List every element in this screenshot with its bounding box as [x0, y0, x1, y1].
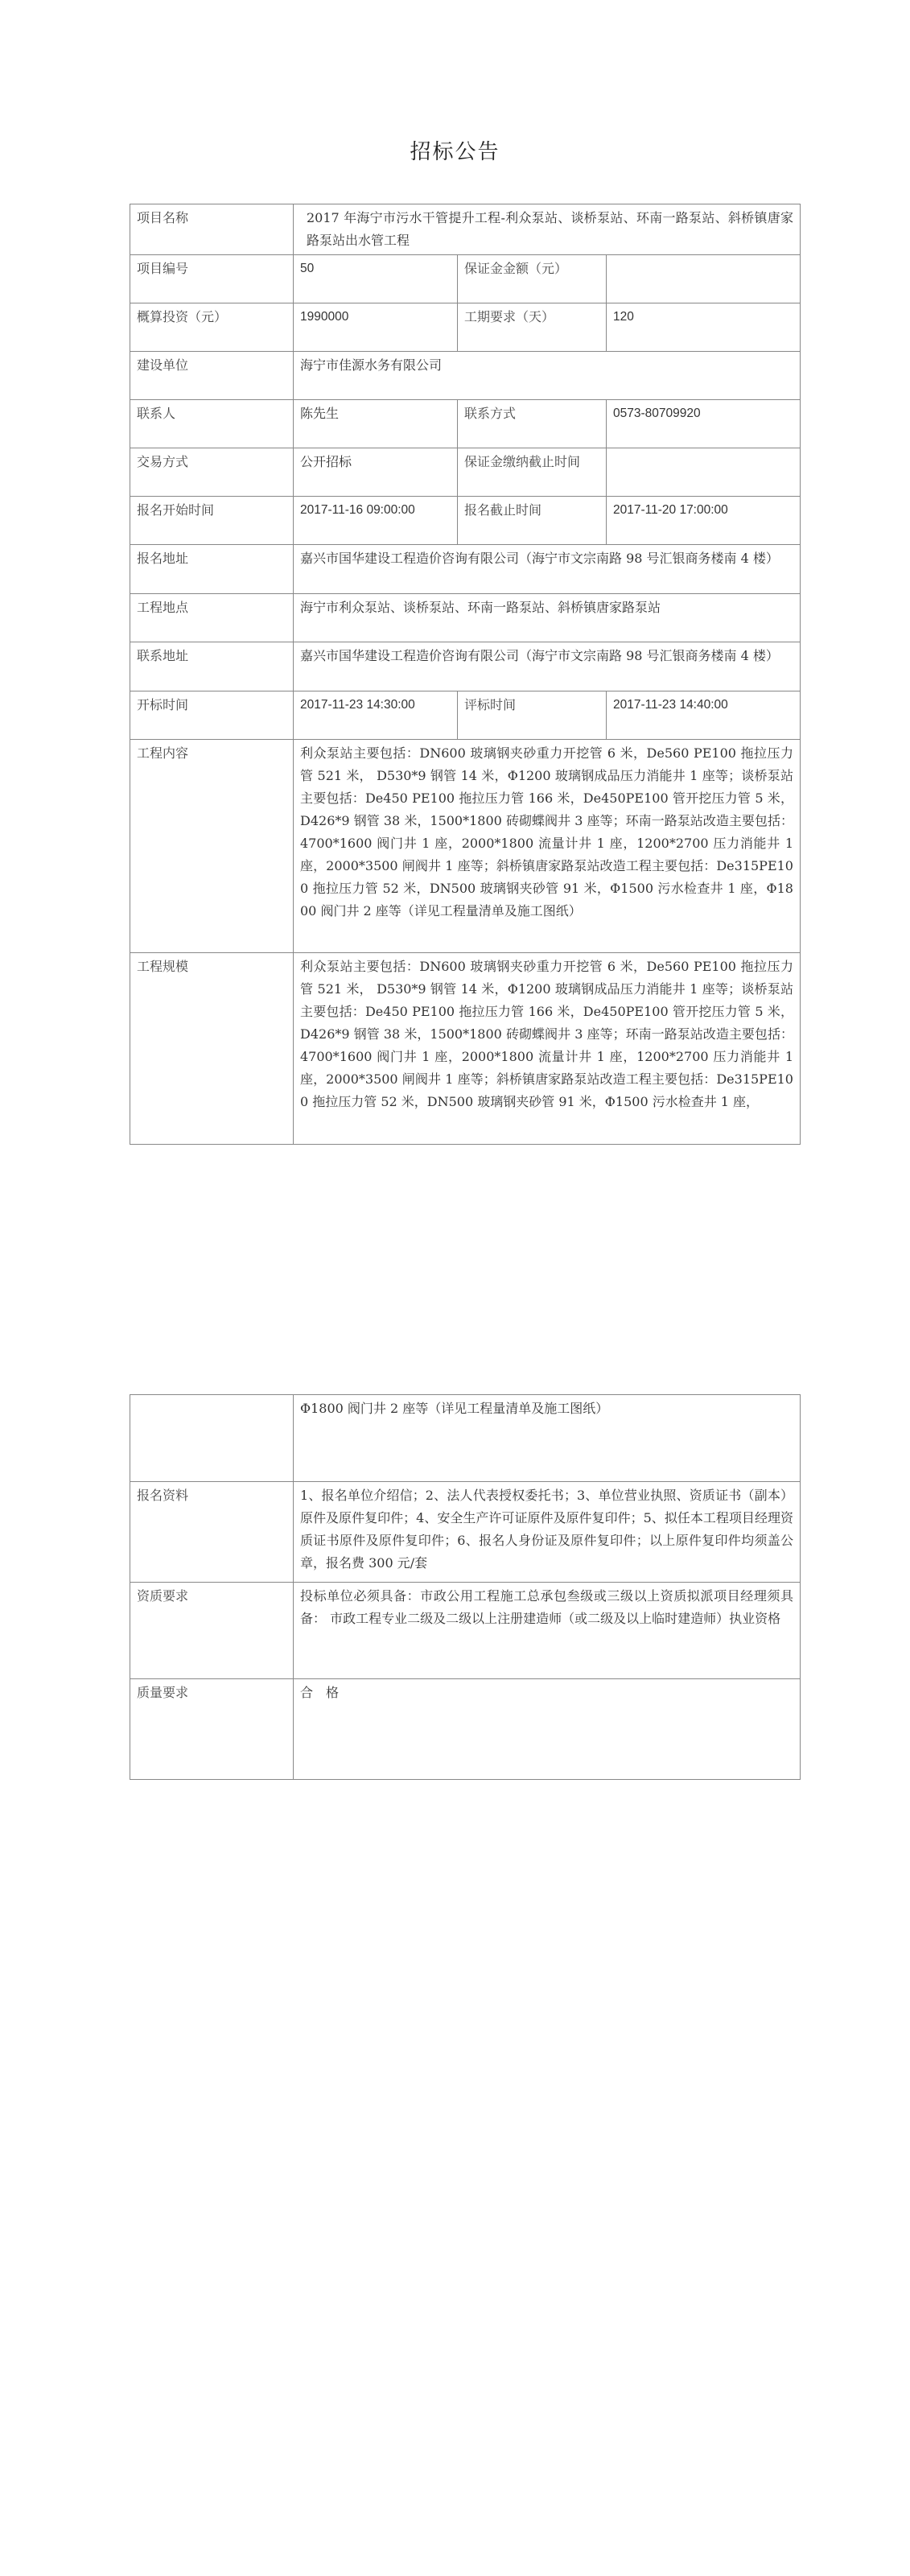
value-contact-addr: 嘉兴市国华建设工程造价咨询有限公司（海宁市文宗南路 98 号汇银商务楼南 4 楼） [294, 642, 801, 691]
label-contact-addr: 联系地址 [130, 642, 294, 691]
value-duration: 120 [607, 303, 801, 352]
value-project-name: 2017 年海宁市污水干管提升工程-利众泵站、谈桥泵站、环南一路泵站、斜桥镇唐家路泵站出水管工程 [294, 204, 801, 255]
label-project-name: 项目名称 [130, 204, 294, 255]
value-quality: 合 格 [294, 1679, 801, 1780]
label-qualification: 资质要求 [130, 1583, 294, 1679]
label-signup-addr: 报名地址 [130, 545, 294, 594]
label-signup-start: 报名开始时间 [130, 497, 294, 545]
label-scale: 工程规模 [130, 953, 294, 1145]
row-qualification [130, 1583, 801, 1679]
value-project-no: 50 [294, 255, 458, 303]
row-materials [130, 1482, 801, 1583]
row-budget [130, 303, 801, 352]
value-signup-addr: 嘉兴市国华建设工程造价咨询有限公司（海宁市文宗南路 98 号汇银商务楼南 4 楼） [294, 545, 801, 594]
label-content: 工程内容 [130, 740, 294, 953]
value-content: 利众泵站主要包括：DN600 玻璃钢夹砂重力开挖管 6 米，De560 PE100 拖拉压力管 521 米， D530*9 钢管 14 米，Φ1200 玻璃钢成品压力消能井 1 座等；谈桥泵站主要包括：De450 PE100 拖拉压力管 166 米，De450PE100 管开挖压力管 5 米，D426*9 钢管 38 米，1500*1800 砖砌蝶阀井 3 座等；环南一路泵站改造主要包括：4700*1600 阀门井 1 座，2000*1800 流量计井 1 座，1200*2700 压力消能井 1 座，2000*3500 闸阀井 1 座等；斜桥镇唐家路泵站改造工程主要包括：De315PE100 拖拉压力管 52 米，DN500 玻璃钢夹砂管 91 米，Φ1500 污水检查井 1 座，Φ1800 阀门井 2 座等（详见工程量清单及施工图纸） [294, 740, 801, 953]
label-signup-end: 报名截止时间 [458, 497, 607, 545]
row-project-name [130, 204, 801, 255]
label-trade: 交易方式 [130, 448, 294, 497]
row-site [130, 594, 801, 642]
value-scale-part1: 利众泵站主要包括：DN600 玻璃钢夹砂重力开挖管 6 米，De560 PE100 拖拉压力管 521 米， D530*9 钢管 14 米，Φ1200 玻璃钢成品压力消能井 1 座等；谈桥泵站主要包括：De450 PE100 拖拉压力管 166 米，De450PE100 管开挖压力管 5 米，D426*9 钢管 38 米，1500*1800 砖砌蝶阀井 3 座等；环南一路泵站改造主要包括：4700*1600 阀门井 1 座，2000*1800 流量计井 1 座，1200*2700 压力消能井 1 座，2000*3500 闸阀井 1 座等；斜桥镇唐家路泵站改造工程主要包括：De315PE100 拖拉压力管 52 米，DN500 玻璃钢夹砂管 91 米，Φ1500 污水检查井 1 座， [294, 953, 801, 1145]
value-owner: 海宁市佳源水务有限公司 [294, 352, 801, 400]
row-content [130, 740, 801, 953]
value-open-time: 2017-11-23 14:30:00 [294, 691, 458, 740]
value-trade: 公开招标 [294, 448, 458, 497]
row-signup-time [130, 497, 801, 545]
label-owner: 建设单位 [130, 352, 294, 400]
bid-info-table-continued [130, 1394, 801, 1780]
row-scale-continued [130, 1395, 801, 1482]
row-signup-addr [130, 545, 801, 594]
row-scale [130, 953, 801, 1145]
value-contact: 陈先生 [294, 400, 458, 448]
value-site: 海宁市利众泵站、谈桥泵站、环南一路泵站、斜桥镇唐家路泵站 [294, 594, 801, 642]
row-contact [130, 400, 801, 448]
value-eval-time: 2017-11-23 14:40:00 [607, 691, 801, 740]
row-project-no [130, 255, 801, 303]
value-deposit-deadline [607, 448, 801, 497]
value-signup-start: 2017-11-16 09:00:00 [294, 497, 458, 545]
label-budget: 概算投资（元） [130, 303, 294, 352]
label-eval-time: 评标时间 [458, 691, 607, 740]
row-contact-addr [130, 642, 801, 691]
label-deposit: 保证金金额（元） [458, 255, 607, 303]
label-duration: 工期要求（天） [458, 303, 607, 352]
label-phone: 联系方式 [458, 400, 607, 448]
value-deposit [607, 255, 801, 303]
value-scale-part2: Φ1800 阀门井 2 座等（详见工程量清单及施工图纸） [294, 1395, 801, 1482]
page-title: 招标公告 [410, 140, 500, 164]
label-quality: 质量要求 [130, 1679, 294, 1780]
label-materials: 报名资料 [130, 1482, 294, 1583]
row-quality [130, 1679, 801, 1780]
label-open-time: 开标时间 [130, 691, 294, 740]
label-site: 工程地点 [130, 594, 294, 642]
row-open-time [130, 691, 801, 740]
label-scale-continued [130, 1395, 294, 1482]
bid-info-table [130, 204, 801, 1145]
value-phone: 0573-80709920 [607, 400, 801, 448]
value-materials: 1、报名单位介绍信；2、法人代表授权委托书；3、单位营业执照、资质证书（副本）原件及原件复印件；4、安全生产许可证原件及原件复印件；5、拟任本工程项目经理资质证书原件及原件复印件；6、报名人身份证及原件复印件；以上原件复印件均须盖公章，报名费 300 元/套 [294, 1482, 801, 1583]
label-deposit-deadline: 保证金缴纳截止时间 [458, 448, 607, 497]
value-signup-end: 2017-11-20 17:00:00 [607, 497, 801, 545]
row-owner [130, 352, 801, 400]
label-contact: 联系人 [130, 400, 294, 448]
value-qualification: 投标单位必须具备：市政公用工程施工总承包叁级或三级以上资质拟派项目经理须具备： 市政工程专业二级及二级以上注册建造师（或二级及以上临时建造师）执业资格 [294, 1583, 801, 1679]
label-project-no: 项目编号 [130, 255, 294, 303]
value-budget: 1990000 [294, 303, 458, 352]
row-trade [130, 448, 801, 497]
